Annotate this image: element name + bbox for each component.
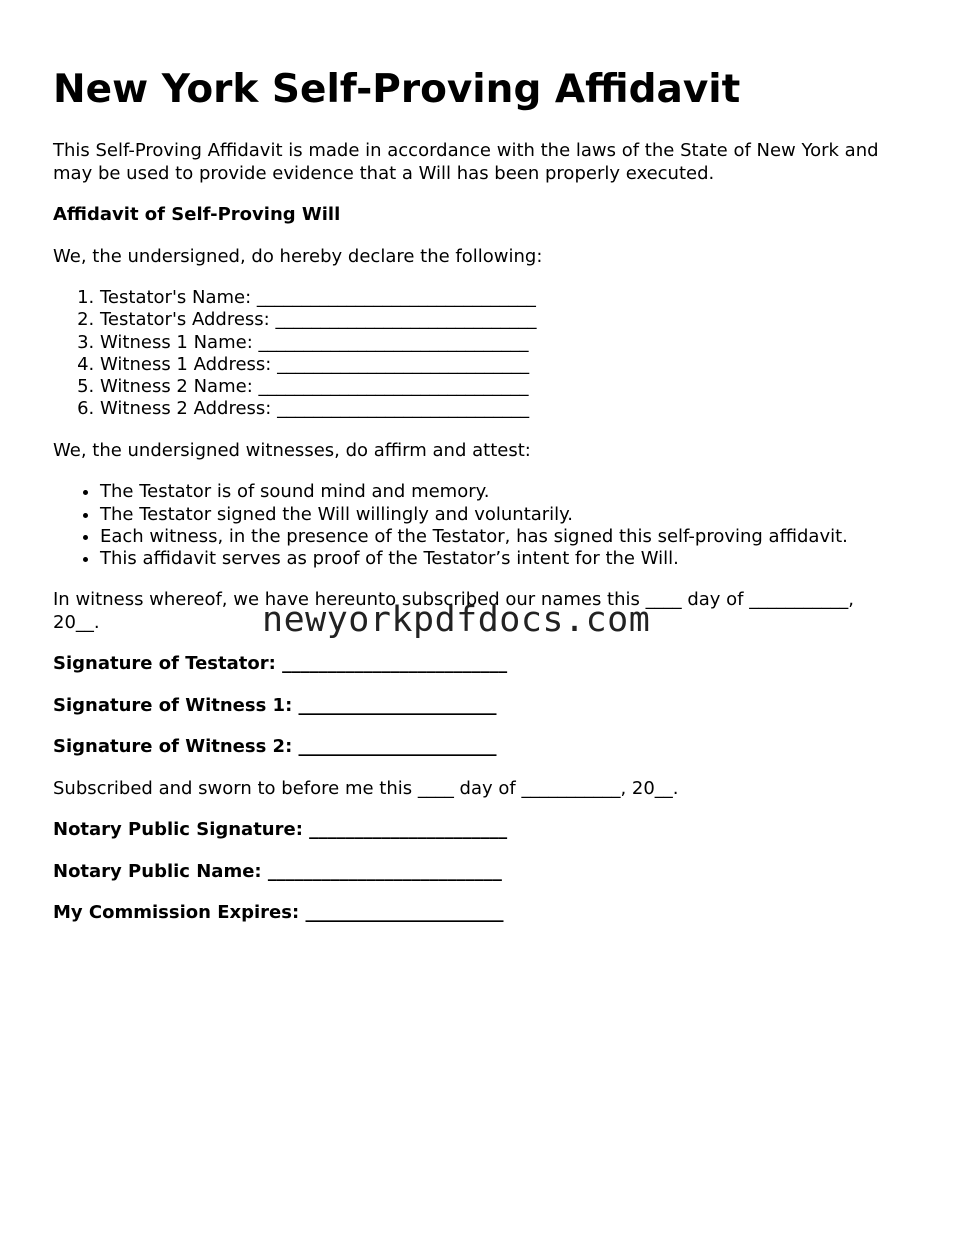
field-witness2-name: 5. Witness 2 Name: ______________________________	[100, 376, 903, 398]
field-witness2-address: 6. Witness 2 Address: ____________________________	[100, 398, 903, 420]
field-list	[53, 287, 903, 421]
notary-signature-line: Notary Public Signature: ______________________	[53, 819, 508, 841]
attestation-item: • Each witness, in the presence of the Testator, has signed this self-proving affidavit.	[100, 526, 903, 548]
watermark: newyorkpdfdocs.com	[262, 600, 651, 640]
document-title: New York Self-Proving Affidavit	[53, 67, 741, 112]
attestation-item: • This affidavit serves as proof of the Testator’s intent for the Will.	[100, 548, 903, 570]
document-page	[53, 66, 903, 944]
field-witness1-address: 4. Witness 1 Address: ____________________________	[100, 354, 903, 376]
attestation-list	[53, 481, 903, 570]
field-testator-name: 1. Testator's Name: _______________________________	[100, 287, 903, 309]
intro-paragraph: This Self-Proving Affidavit is made in accordance with the laws of the State of New York and may be used to provide evidence that a Will has been properly executed.	[53, 140, 879, 184]
field-witness1-name: 3. Witness 1 Name: ______________________________	[100, 332, 903, 354]
field-testator-address: 2. Testator's Address: _____________________________	[100, 309, 903, 331]
section-heading: Affidavit of Self-Proving Will	[53, 204, 341, 225]
witness-whereof-text: In witness whereof, we have hereunto subscribed our names this ____ day of ___________, 20__.	[53, 589, 854, 633]
commission-expires-line: My Commission Expires: ______________________	[53, 902, 504, 924]
witness2-signature-line: Signature of Witness 2: ______________________	[53, 736, 497, 758]
sworn-text: Subscribed and sworn to before me this ____ day of ___________, 20__.	[53, 777, 679, 799]
attest-text: We, the undersigned witnesses, do affirm and attest:	[53, 439, 531, 461]
attestation-item: • The Testator signed the Will willingly and voluntarily.	[100, 504, 903, 526]
witness1-signature-line: Signature of Witness 1: ______________________	[53, 694, 497, 716]
testator-signature-line: Signature of Testator: _________________________	[53, 653, 508, 675]
attestation-item: • The Testator is of sound mind and memory.	[100, 481, 903, 503]
notary-name-line: Notary Public Name: __________________________	[53, 860, 502, 882]
declare-text: We, the undersigned, do hereby declare the following:	[53, 245, 543, 267]
